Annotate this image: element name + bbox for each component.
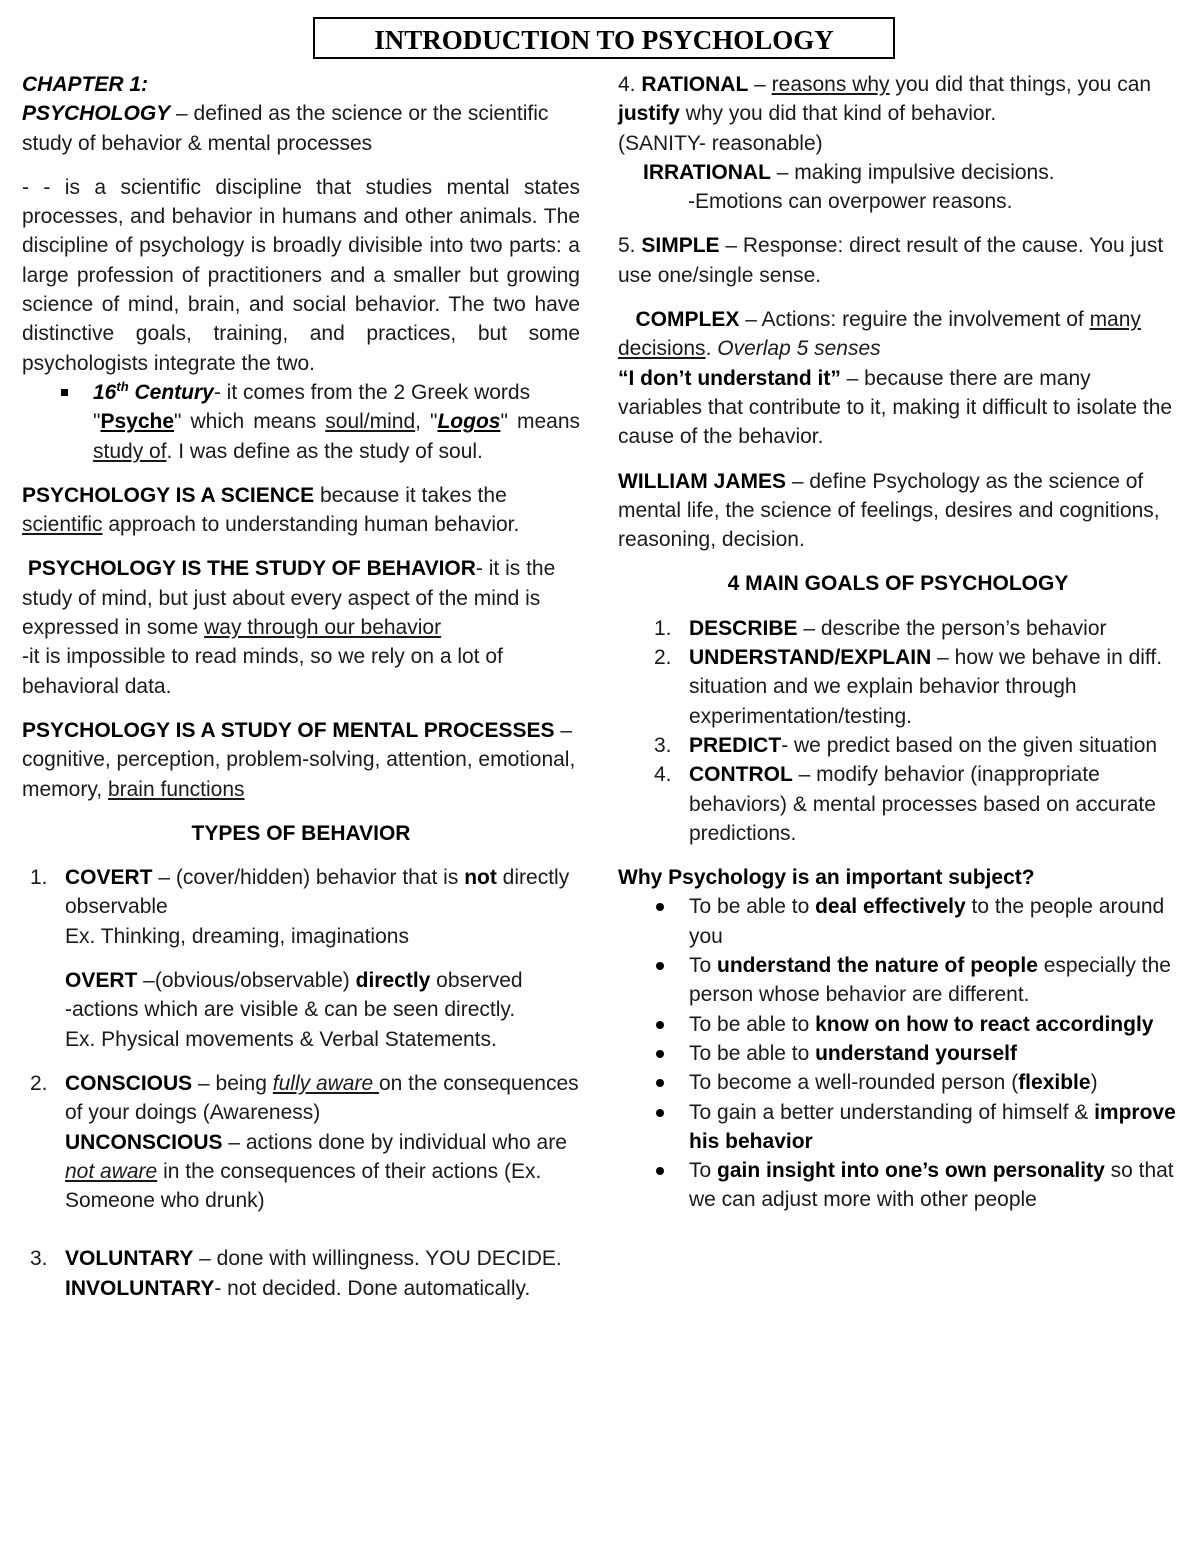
century-list (22, 378, 580, 466)
page-title: INTRODUCTION TO PSYCHOLOGY (313, 17, 895, 59)
right-column (618, 70, 1178, 1215)
list-item: To gain a better understanding of himself & improve his behavior (618, 1098, 1178, 1157)
william-james-paragraph: WILLIAM JAMES – define Psychology as the science of mental life, the science of feelings, desires and cognitions, reasoning, decision. (618, 469, 1160, 552)
list-item: To understand the nature of people especially the person whose behavior are different. (618, 951, 1178, 1010)
simple-paragraph: 5. SIMPLE – Response: direct result of the cause. You just use one/single sense. (618, 234, 1164, 287)
list-item: To be able to deal effectively to the people around you (618, 892, 1178, 951)
list-item: 16th Century- it comes from the 2 Greek words "Psyche" which means soul/mind, "Logos" means study of. I was define as the study of soul. (22, 378, 580, 466)
irrational-line: IRRATIONAL – making impulsive decisions. (643, 160, 1055, 184)
list-item: 2. CONSCIOUS – being fully aware on the consequences of your doings (Awareness) UNCONSCIOUS – actions done by individual who are not aware in the consequences of their actions (Ex. Someone who drunk) (30, 1071, 579, 1213)
why-list (618, 892, 1178, 1214)
list-item: 1. COVERT – (cover/hidden) behavior that is not directly observable Ex. Thinking, dreaming, imaginations OVERT –(obvious/observable) directly observed -actions which are visible & can be seen directly. Ex. Physical movements & Verbal Statements. (30, 866, 570, 1051)
rational-paragraph: 4. RATIONAL – reasons why you did that things, you can justify why you did that kind of behavior. (SANITY- reasonable) (618, 73, 1152, 155)
science-paragraph: PSYCHOLOGY IS A SCIENCE because it takes the scientific approach to understanding human behavior. (22, 483, 520, 537)
list-item: 4. CONTROL – modify behavior (inappropriate behaviors) & mental processes based on accurate predictions. (654, 763, 1156, 845)
emotions-line: -Emotions can overpower reasons. (688, 190, 1013, 214)
list-item: To gain insight into one’s own personality so that we can adjust more with other people (618, 1156, 1178, 1215)
list-item: 3. VOLUNTARY – done with willingness. YOU DECIDE. INVOLUNTARY- not decided. Done automatically. (30, 1247, 562, 1300)
complex-paragraph: COMPLEX – Actions: reguire the involvement of many decisions. Overlap 5 senses “I don’t understand it” – because there are many variables that contribute to it, making it difficult to isolate the cause of the behavior. (618, 308, 1173, 449)
discipline-paragraph: - - is a scientific discipline that studies mental states processes, and behavior in humans and other animals. The discipline of psychology is broadly divisible into two parts: a large profession of practitioners and a smaller but growing science of mind, brain, and social behavior. The two have distinctive goals, training, and practices, but some psychologists integrate the two. (22, 175, 580, 375)
types-heading: TYPES OF BEHAVIOR (191, 821, 411, 845)
why-heading: Why Psychology is an important subject? (618, 866, 1035, 890)
types-list (22, 863, 580, 1303)
list-item: To become a well-rounded person (flexible) (618, 1068, 1178, 1097)
goals-heading: 4 MAIN GOALS OF PSYCHOLOGY (727, 572, 1069, 596)
list-item: To be able to understand yourself (618, 1039, 1178, 1068)
psychology-definition: PSYCHOLOGY – defined as the science or the scientific study of behavior & mental processes (22, 102, 549, 155)
list-item: To be able to know on how to react accordingly (618, 1010, 1178, 1039)
left-column (22, 70, 580, 1303)
list-item: 1. DESCRIBE – describe the person’s behavior (654, 616, 1107, 640)
mental-paragraph: PSYCHOLOGY IS A STUDY OF MENTAL PROCESSES –cognitive, perception, problem-solving, attention, emotional, memory, brain functions (22, 718, 576, 801)
list-item: 3. PREDICT- we predict based on the given situation (654, 733, 1158, 757)
goals-list (646, 614, 1178, 848)
list-item: 2. UNDERSTAND/EXPLAIN – how we behave in diff. situation and we explain behavior through experimentation/testing. (654, 646, 1163, 728)
chapter-label: CHAPTER 1: (22, 73, 149, 96)
behavior-paragraph: PSYCHOLOGY IS THE STUDY OF BEHAVIOR- it is the study of mind, but just about every aspect of the mind is expressed in some way through our behavior -it is impossible to read minds, so we rely on a lot of behavioral data. (22, 557, 556, 698)
